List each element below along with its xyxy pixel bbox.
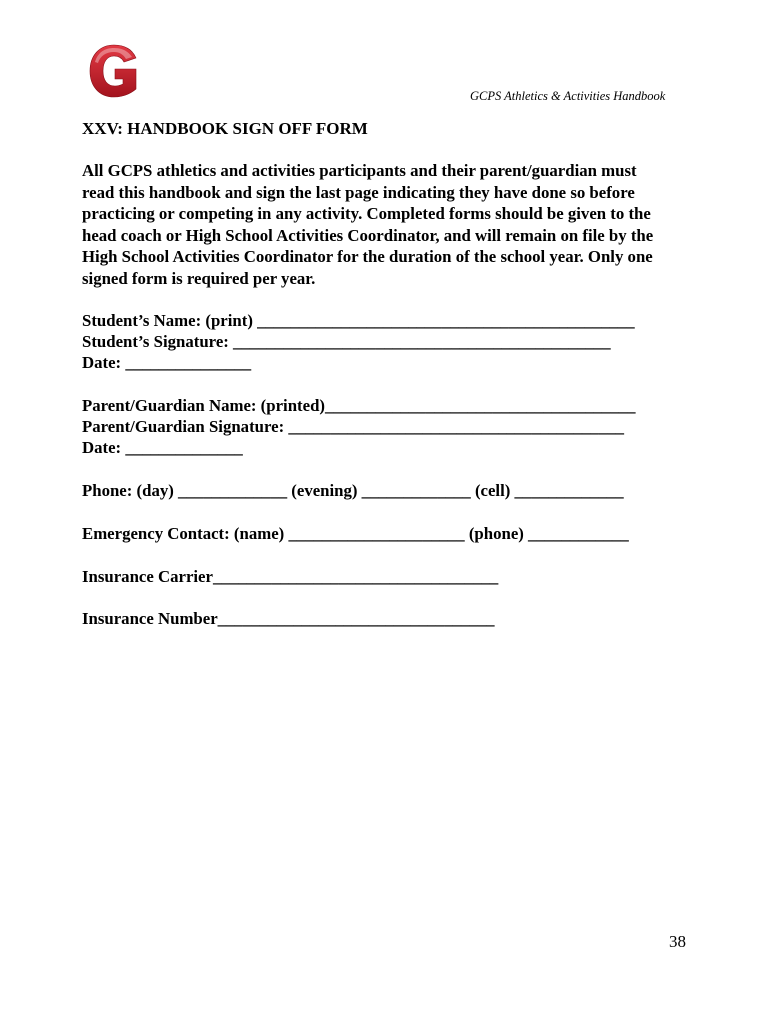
- parent-name-field[interactable]: Parent/Guardian Name: (printed)_____________________________________: [82, 396, 636, 415]
- parent-signature-field[interactable]: Parent/Guardian Signature: ________________________________________: [82, 417, 624, 436]
- intro-line: All GCPS athletics and activities participants and their parent/guardian must: [82, 161, 637, 180]
- parent-date-field[interactable]: Date: ______________: [82, 438, 243, 457]
- section-title: XXV: HANDBOOK SIGN OFF FORM: [82, 119, 368, 138]
- student-name-field[interactable]: Student’s Name: (print) _____________________________________________: [82, 311, 635, 330]
- phone-fields[interactable]: Phone: (day) _____________ (evening) _____________ (cell) _____________: [82, 481, 624, 500]
- intro-line: High School Activities Coordinator for the duration of the school year. Only one: [82, 247, 653, 266]
- page-number: 38: [669, 932, 686, 951]
- student-signature-field[interactable]: Student’s Signature: _____________________________________________: [82, 332, 611, 351]
- student-date-field[interactable]: Date: _______________: [82, 353, 252, 372]
- intro-line: signed form is required per year.: [82, 268, 316, 288]
- running-header: GCPS Athletics & Activities Handbook: [470, 89, 666, 103]
- intro-paragraph: [82, 160, 694, 289]
- emergency-contact-fields[interactable]: Emergency Contact: (name) _____________________ (phone) ____________: [82, 524, 629, 543]
- intro-line: read this handbook and sign the last page indicating they have done so before: [82, 182, 635, 202]
- insurance-number-field[interactable]: Insurance Number_________________________________: [82, 609, 495, 628]
- intro-line: head coach or High School Activities Coordinator, and will remain on file by the: [82, 225, 654, 245]
- insurance-carrier-field[interactable]: Insurance Carrier__________________________________: [82, 567, 499, 586]
- intro-line: practicing or competing in any activity. Completed forms should be given to the: [82, 204, 651, 223]
- gcps-logo: [86, 42, 142, 100]
